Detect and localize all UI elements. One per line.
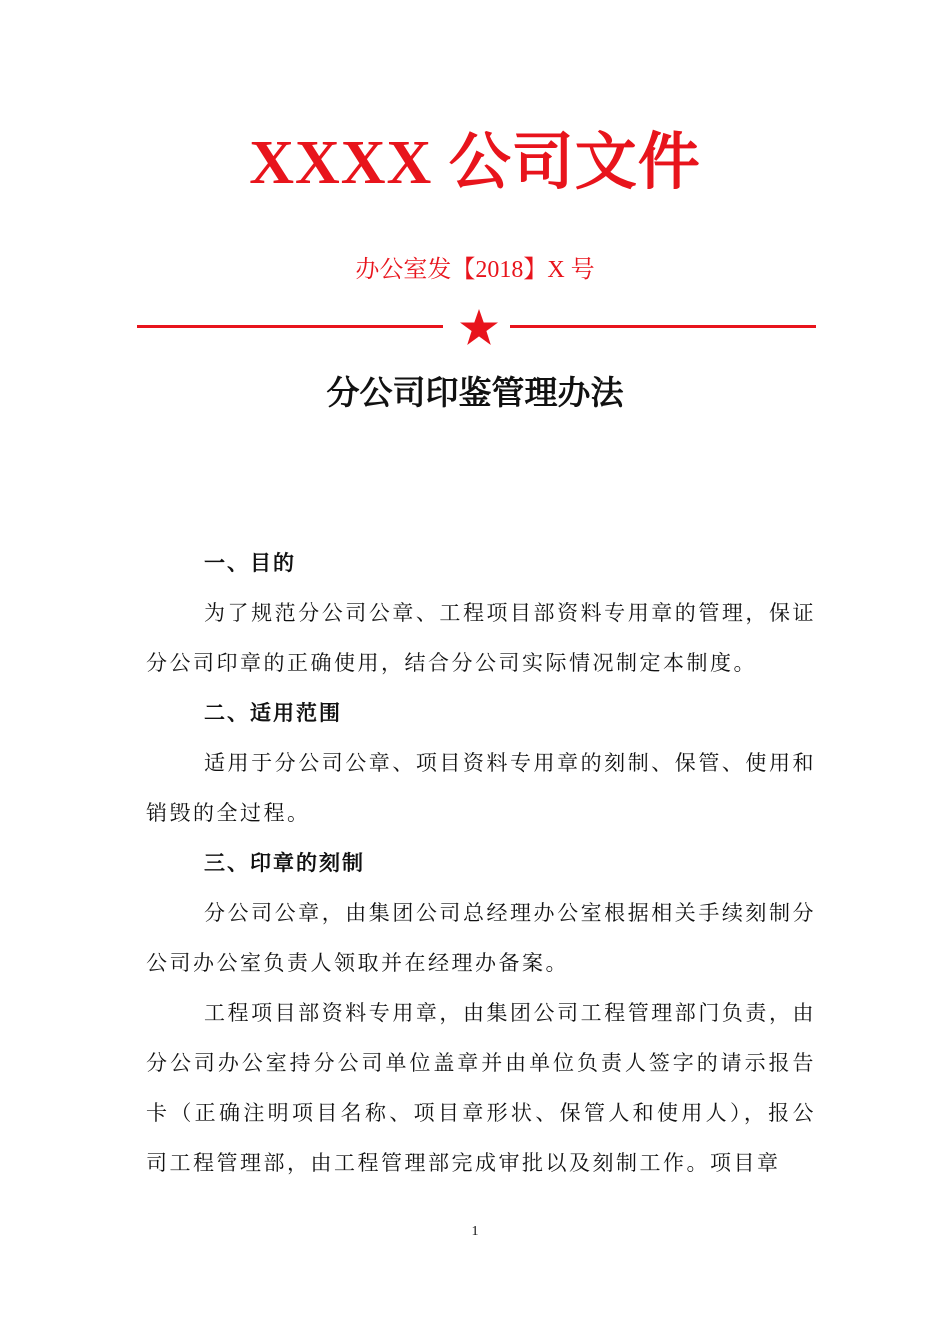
page-number: 1 (471, 1224, 479, 1239)
paragraph-scope: 适用于分公司公章、项目资料专用章的刻制、保管、使用和销毁的全过程。 (146, 751, 816, 825)
document-header-title: XXXX 公司文件 (249, 129, 701, 197)
document-body (146, 538, 816, 1188)
paragraph-purpose: 为了规范分公司公章、工程项目部资料专用章的管理，保证分公司印章的正确使用，结合分公司实际情况制定本制度。 (146, 601, 816, 675)
star-icon (459, 308, 499, 346)
section-heading-seal-making: 三、印章的刻制 (204, 851, 365, 875)
document-title: 分公司印鉴管理办法 (326, 373, 624, 412)
paragraph-seal-making-1: 分公司公章，由集团公司总经理办公室根据相关手续刻制分公司办公室负责人领取并在经理办备案。 (146, 901, 816, 975)
section-heading-purpose: 一、目的 (204, 551, 296, 575)
header-divider-right (510, 325, 816, 328)
header-divider-left (137, 325, 443, 328)
paragraph-seal-making-2: 工程项目部资料专用章，由集团公司工程管理部门负责，由分公司办公室持分公司单位盖章并由单位负责人签字的请示报告卡（正确注明项目名称、项目章形状、保管人和使用人），报公司工程管理部，由工程管理部完成审批以及刻制工作。项目章 (146, 1001, 816, 1175)
section-heading-scope: 二、适用范围 (204, 701, 342, 725)
document-number: 办公室发【2018】X 号 (355, 257, 595, 283)
